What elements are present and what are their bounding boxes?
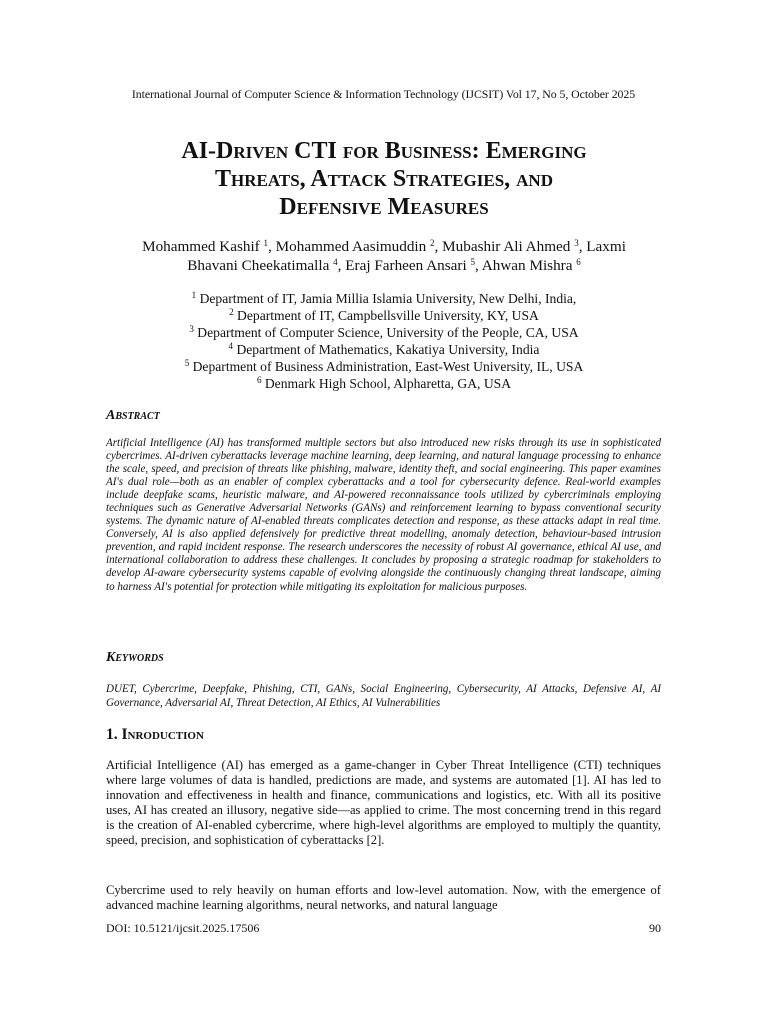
- affiliation-number: 2: [229, 307, 234, 317]
- affiliation: [100, 307, 668, 324]
- affiliation-number: 3: [189, 324, 194, 334]
- affiliation: [100, 341, 668, 358]
- journal-header: International Journal of Computer Science & Information Technology (IJCSIT) Vol 17, No 5, October 2025: [131, 87, 636, 101]
- affiliation: [100, 358, 668, 375]
- title-line: Defensive Measures: [279, 194, 489, 220]
- author-affiliation-mark: 1: [263, 238, 269, 248]
- title-line: AI-Driven CTI for Business: Emerging: [181, 138, 587, 164]
- author-affiliation-mark: 3: [574, 238, 579, 248]
- abstract-text: Artificial Intelligence (AI) has transformed multiple sectors but also introduced new risks through its use in sophisticated cybercrimes. AI-driven cyberattacks leverage machine learning, deep learning, and natural language processing to enhance the scale, speed, and precision of threats like phishing, malware, identity theft, and social engineering. This paper examines AI's dual role—both as an enabler of complex cyberattacks and a tool for cybersecurity defence. Real-world examples include deepfake scams, heuristic malware, and AI-powered reconnaissance tools utilized by cybercriminals employing techniques such as Generative Adversarial Networks (GANs) and reinforcement learning to bypass conventional security systems. The dynamic nature of AI-enabled threats complicates detection and response, as these attacks adapt in real time. Conversely, AI is also applied defensively for predictive threat modelling, anomaly detection, behaviour-based intrusion prevention, and rapid incident response. The research underscores the necessity of robust AI governance, ethical AI use, and international collaboration to address these challenges. It concludes by proposing a strategic roadmap for stakeholders to develop AI-aware cybersecurity systems capable of evolving alongside the continuously changing threat landscape, aiming to harness AI's potential for protection while mitigating its exploitation for malicious purposes.: [106, 437, 661, 593]
- affiliation: [100, 290, 668, 307]
- introduction-paragraph: Cybercrime used to rely heavily on human efforts and low-level automation. Now, with the emergence of advanced machine learning algorithms, neural networks, and natural language: [106, 883, 661, 913]
- author-name: Mohammed Aasimuddin: [275, 238, 427, 255]
- affiliation-text: Department of Mathematics, Kakatiya University, India: [236, 342, 540, 357]
- author-name: Eraj Farheen Ansari: [345, 257, 467, 274]
- affiliation: [100, 375, 668, 392]
- affiliation-text: Department of Computer Science, University of the People, CA, USA: [197, 325, 579, 340]
- author-list: [100, 237, 668, 275]
- footer-doi: DOI: 10.5121/ijcsit.2025.17506: [106, 921, 260, 935]
- keywords-heading: Keywords: [106, 650, 164, 665]
- author-line: Bhavani Cheekatimalla $^4$, Eraj Farheen Ansari $^5$, Ahwan Mishra $^6$: [187, 257, 581, 274]
- keywords-text: DUET, Cybercrime, Deepfake, Phishing, CTI, GANs, Social Engineering, Cybersecurity, AI Attacks, Defensive AI, AI Governance, Adversarial AI, Threat Detection, AI Ethics, AI Vulnerabilities: [106, 683, 661, 709]
- affiliation: [100, 324, 668, 341]
- paper-title: [80, 137, 688, 221]
- section-heading-introduction: 1. Inroduction: [106, 726, 204, 743]
- author-name: Mubashir Ali Ahmed: [442, 238, 571, 255]
- affiliation-text: Department of IT, Campbellsville University, KY, USA: [237, 308, 539, 323]
- author-affiliation-mark: 6: [576, 257, 581, 267]
- author-affiliation-mark: 5: [470, 257, 476, 267]
- abstract-heading: Abstract: [106, 408, 160, 423]
- author-line: Mohammed Kashif $^1$, Mohammed Aasimuddin $^2$, Mubashir Ali Ahmed $^3$, Laxmi: [142, 238, 626, 255]
- affiliation-text: Department of IT, Jamia Millia Islamia University, New Delhi, India,: [199, 291, 577, 306]
- page-number: 90: [649, 921, 661, 935]
- affiliation-number: 4: [228, 341, 234, 351]
- affiliation-text: Denmark High School, Alpharetta, GA, USA: [264, 376, 512, 391]
- affiliation-number: 6: [256, 375, 262, 385]
- affiliation-number: 5: [184, 358, 190, 368]
- title-line: Threats, Attack Strategies, and: [215, 166, 553, 192]
- author-name: Mohammed Kashif: [142, 238, 260, 255]
- introduction-paragraph: Artificial Intelligence (AI) has emerged as a game-changer in Cyber Threat Intelligence (CTI) techniques where large volumes of data is handled, predictions are made, and systems are automated [1]. AI has led to innovation and effectiveness in health and finance, communications and logistics, etc. With all its positive uses, AI has created an illusory, negative side—as applied to crime. The most concerning trend in this regard is the creation of AI-enabled cybercrime, where high-level algorithms are employed to multiply the quantity, speed, precision, and sophistication of cyberattacks [2].: [106, 758, 661, 848]
- affiliation-text: Department of Business Administration, East-West University, IL, USA: [192, 359, 584, 374]
- author-affiliation-mark: 2: [430, 238, 435, 248]
- author-name-part: Laxmi: [586, 238, 626, 255]
- author-affiliation-mark: 4: [333, 257, 338, 267]
- affiliation-list: [100, 290, 668, 392]
- affiliation-number: 1: [191, 290, 197, 300]
- author-name: Ahwan Mishra: [481, 257, 573, 274]
- author-name-part: Bhavani Cheekatimalla: [187, 257, 330, 274]
